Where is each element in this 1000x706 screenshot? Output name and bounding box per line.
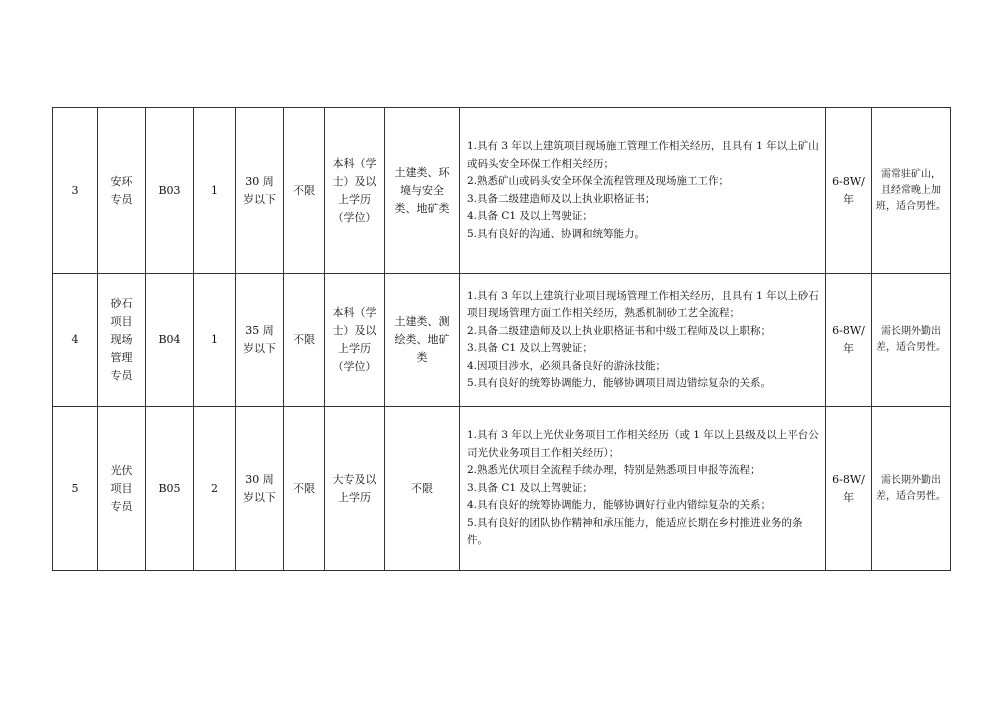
position-cell: 光伏 项目 专员 bbox=[98, 407, 146, 571]
note-cell: 需长期外勤出 差，适合男性。 bbox=[872, 407, 951, 571]
major-cell: 不限 bbox=[385, 407, 460, 571]
requirement-item: 1.具有 3 年以上光伏业务项目工作相关经历（或 1 年以上县级及以上平台公司光伏业务项目工作相关经历）； bbox=[467, 429, 819, 459]
requirement-item: 3.具备二级建造师及以上执业职格证书； bbox=[467, 192, 656, 205]
age-cell: 30 周 岁以下 bbox=[236, 407, 284, 571]
row-number-cell: 4 bbox=[53, 274, 98, 407]
requirements-cell bbox=[460, 274, 826, 407]
education-cell: 本科（学 士）及以 上学历 （学位） bbox=[325, 274, 385, 407]
salary-cell: 6-8W/ 年 bbox=[826, 108, 872, 274]
requirement-item: 2.熟悉光伏项目全流程手续办理，特别是熟悉项目申报等流程； bbox=[467, 464, 761, 477]
requirement-item: 4.具备 C1 及以上驾驶证； bbox=[467, 210, 593, 222]
salary-cell: 6-8W/ 年 bbox=[826, 407, 872, 571]
table-row bbox=[53, 274, 951, 407]
education-cell: 本科（学 士）及以 上学历 （学位） bbox=[325, 108, 385, 274]
major-cell: 土建类、环 境与安全 类、地矿类 bbox=[385, 108, 460, 274]
gender-cell: 不限 bbox=[284, 274, 325, 407]
table-row bbox=[53, 407, 951, 571]
headcount-cell: 2 bbox=[194, 407, 236, 571]
note-cell: 需常驻矿山， 且经常晚上加 班，适合男性。 bbox=[872, 108, 951, 274]
major-cell: 土建类、测 绘类、地矿 类 bbox=[385, 274, 460, 407]
requirement-item: 5.具有良好的团队协作精神和承压能力，能适应长期在乡村推进业务的条件。 bbox=[467, 516, 803, 547]
requirement-item: 5.具有良好的统筹协调能力，能够协调项目周边错综复杂的关系。 bbox=[467, 377, 772, 389]
gender-cell: 不限 bbox=[284, 407, 325, 571]
salary-cell: 6-8W/ 年 bbox=[826, 274, 872, 407]
headcount-cell: 1 bbox=[194, 108, 236, 274]
headcount-cell: 1 bbox=[194, 274, 236, 407]
age-cell: 35 周 岁以下 bbox=[236, 274, 284, 407]
recruitment-table bbox=[52, 107, 951, 571]
requirement-item: 2.具备二级建造师及以上执业职格证书和中级工程师及以上职称； bbox=[467, 324, 772, 337]
gender-cell: 不限 bbox=[284, 108, 325, 274]
row-number-cell: 5 bbox=[53, 407, 98, 571]
table-row bbox=[53, 108, 951, 274]
note-cell: 需长期外勤出 差，适合男性。 bbox=[872, 274, 951, 407]
row-number-cell: 3 bbox=[53, 108, 98, 274]
position-cell: 砂石 项目 现场 管理 专员 bbox=[98, 274, 146, 407]
education-cell: 大专及以 上学历 bbox=[325, 407, 385, 571]
requirement-item: 3.具备 C1 及以上驾驶证； bbox=[467, 481, 593, 494]
position-code-cell: B03 bbox=[146, 108, 194, 274]
requirement-item: 5.具有良好的沟通、协调和统筹能力。 bbox=[467, 227, 646, 240]
requirement-item: 1.具有 3 年以上建筑行业项目现场管理工作相关经历，且具有 1 年以上砂石项目现场管理方面工作相关经历，熟悉机制砂工艺全流程； bbox=[467, 289, 819, 319]
requirement-item: 1.具有 3 年以上建筑项目现场施工管理工作相关经历，且具有 1 年以上矿山或码头安全环保工作相关经历； bbox=[467, 140, 819, 170]
position-code-cell: B04 bbox=[146, 274, 194, 407]
requirement-item: 2.熟悉矿山或码头安全环保全流程管理及现场施工工作； bbox=[467, 175, 730, 187]
requirement-item: 4.具有良好的统筹协调能力，能够协调好行业内错综复杂的关系； bbox=[467, 499, 772, 512]
position-code-cell: B05 bbox=[146, 407, 194, 571]
position-cell: 安环 专员 bbox=[98, 108, 146, 274]
requirement-item: 4.因项目涉水，必须具备良好的游泳技能； bbox=[467, 359, 667, 372]
requirement-item: 3.具备 C1 及以上驾驶证； bbox=[467, 342, 593, 354]
requirements-cell bbox=[460, 108, 826, 274]
age-cell: 30 周 岁以下 bbox=[236, 108, 284, 274]
requirements-cell bbox=[460, 407, 826, 571]
